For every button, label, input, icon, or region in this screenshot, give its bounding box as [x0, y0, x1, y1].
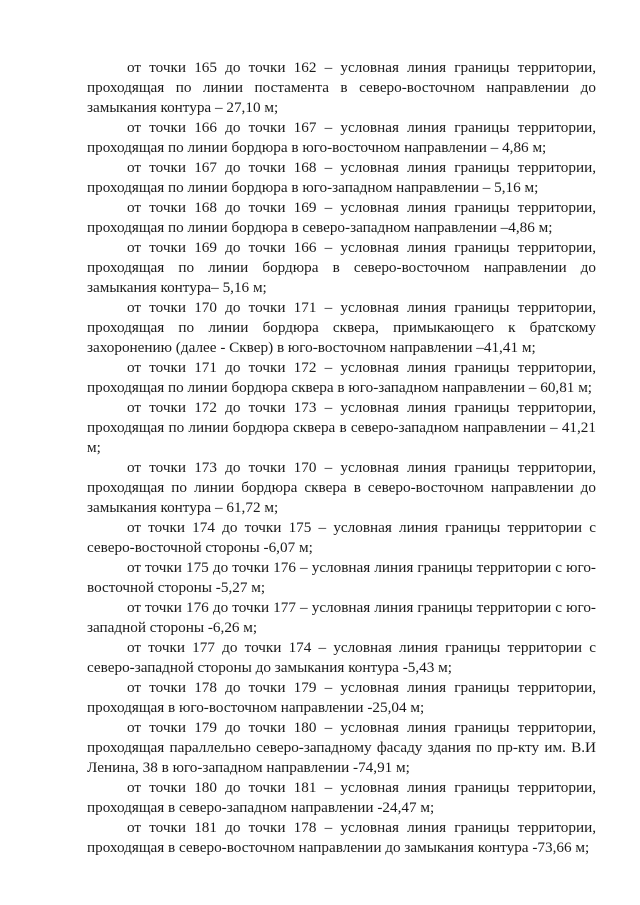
paragraph-165-162: от точки 165 до точки 162 – условная линия границы территории, проходящая по линии постамента в северо-восточном направлении до замыкания контура – 27,10 м;: [87, 59, 596, 116]
paragraph-176-177: от точки 176 до точки 177 – условная линия границы территории с юго-западной стороны -6,26 м;: [87, 599, 596, 636]
paragraph-178-179: от точки 178 до точки 179 – условная линия границы территории, проходящая в юго-восточном направлении -25,04 м;: [87, 679, 596, 716]
paragraph-167-168: от точки 167 до точки 168 – условная линия границы территории, проходящая по линии бордюра в юго-западном направлении – 5,16 м;: [87, 159, 596, 196]
paragraph-168-169: от точки 168 до точки 169 – условная линия границы территории, проходящая по линии бордюра в северо-западном направлении –4,86 м;: [87, 199, 596, 236]
paragraph-173-170: от точки 173 до точки 170 – условная линия границы территории, проходящая по линии бордюра сквера в северо-восточном направлении до замыкания контура – 61,72 м;: [87, 459, 596, 516]
document-page: [87, 58, 596, 858]
paragraph-179-180: от точки 179 до точки 180 – условная линия границы территории, проходящая параллельно северо-западному фасаду здания по пр-кту им. В.И Ленина, 38 в юго-западном направлении -74,91 м;: [87, 719, 596, 776]
paragraph-175-176: от точки 175 до точки 176 – условная линия границы территории с юго-восточной стороны -5,27 м;: [87, 559, 596, 596]
paragraph-174-175: от точки 174 до точки 175 – условная линия границы территории с северо-восточной стороны -6,07 м;: [87, 519, 596, 556]
paragraph-180-181: от точки 180 до точки 181 – условная линия границы территории, проходящая в северо-западном направлении -24,47 м;: [87, 779, 596, 816]
paragraph-172-173: от точки 172 до точки 173 – условная линия границы территории, проходящая по линии бордюра сквера в северо-западном направлении – 41,21 м;: [87, 399, 596, 456]
paragraph-169-166: от точки 169 до точки 166 – условная линия границы территории, проходящая по линии бордюра в северо-восточном направлении до замыкания контура– 5,16 м;: [87, 239, 596, 296]
paragraph-171-172: от точки 171 до точки 172 – условная линия границы территории, проходящая по линии бордюра сквера в юго-западном направлении – 60,81 м;: [87, 359, 596, 396]
paragraph-166-167: от точки 166 до точки 167 – условная линия границы территории, проходящая по линии бордюра в юго-восточном направлении – 4,86 м;: [87, 119, 596, 156]
paragraph-177-174: от точки 177 до точки 174 – условная линия границы территории с северо-западной стороны до замыкания контура -5,43 м;: [87, 639, 596, 676]
paragraph-181-178: от точки 181 до точки 178 – условная линия границы территории, проходящая в северо-восточном направлении до замыкания контура -73,66 м;: [87, 819, 596, 856]
paragraph-170-171: от точки 170 до точки 171 – условная линия границы территории, проходящая по линии бордюра сквера, примыкающего к братскому захоронению (далее - Сквер) в юго-восточном направлении –41,41 м;: [87, 299, 596, 356]
